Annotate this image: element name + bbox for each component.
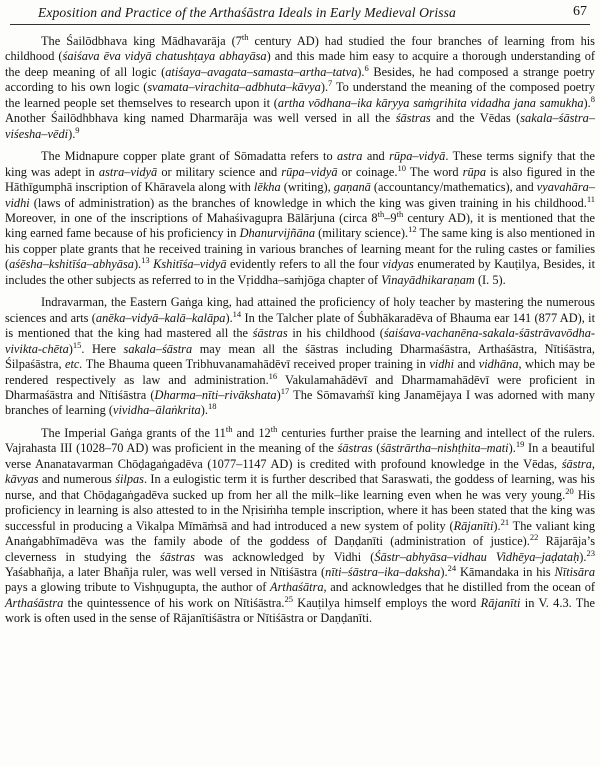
footnote-mark: 25 [284, 593, 293, 604]
footnote-mark: 13 [141, 255, 150, 266]
footnote-mark: 17 [280, 385, 290, 396]
text-run: (writing), [280, 180, 334, 195]
footnote-mark: 12 [408, 224, 417, 235]
italic-term: śāstrārtha–nishṭhita–mati [380, 441, 509, 456]
text-run: (I. 5). [474, 272, 506, 287]
text-run: , which may be rendered respectively as law and administration. [5, 357, 595, 387]
italic-term: aśēsha–kshitīśa–abhyāsa [9, 257, 134, 272]
footnote-mark: 14 [232, 308, 242, 319]
footnote-mark: 16 [268, 370, 278, 381]
text-run: Vakulamahādēvī and Dharmamahādēvī were proficient in Dharmaśāstra and Nītiśāstra ( [5, 372, 595, 402]
footnote-mark: 11 [586, 193, 595, 204]
text-run: century AD), it is mentioned that the king earned fame because of his proficiency in [5, 210, 595, 241]
text-run: ). [508, 441, 516, 456]
footnote-mark: 23 [586, 547, 595, 558]
footnote-mark: th [396, 208, 404, 219]
footnote-mark: 10 [397, 162, 406, 173]
text-run: Indravarman, the Eastern Gaṅga king, had attained the proficiency of holy teacher by mastering the numerous sciences and arts ( [5, 295, 595, 325]
text-run: To understand the meaning of the composed poetry the learned people set themselves to research upon it ( [5, 80, 595, 110]
italic-term: Rājanīti [453, 518, 494, 533]
text-run: ( [372, 441, 381, 456]
text-run: Moreover, in one of the inscriptions of Mahaśivagupra Bālārjuna (circa 8 [5, 210, 378, 225]
text-run: and numerous [38, 472, 116, 487]
text-run: or coinage. [337, 164, 398, 179]
text-run: ) [68, 341, 73, 356]
italic-term: anēka–vidyā–kalā–kalāpa [95, 310, 226, 325]
text-run: in his childhood ( [287, 326, 384, 341]
text-run: Rājarāja’s cleverness in studying the [5, 534, 596, 564]
text-run: ). [133, 257, 142, 272]
text-run: and the Vēdas ( [430, 111, 521, 126]
italic-term: rūpa–vidyā [389, 149, 446, 164]
text-run: ). [357, 64, 365, 79]
italic-term: astra [337, 149, 363, 164]
text-run: –9 [384, 210, 397, 225]
italic-term: śāstra, kāvyas [5, 456, 595, 487]
text-run: and 12 [232, 425, 271, 440]
footnote-mark: 8 [590, 93, 595, 104]
text-run: Another Śailōdhbhava king named Dharmarāja was well versed in all the [5, 111, 396, 126]
italic-term: śaiśava ēva vidyā chatushṭaya abhayāsa [62, 49, 267, 64]
footnote-mark: 22 [529, 532, 539, 543]
footnote-mark: 21 [500, 516, 510, 527]
footnote-mark: 19 [515, 439, 525, 450]
text-run: Kauṭilya himself employs the word [292, 595, 481, 610]
text-run: The Midnapure copper plate grant of Sōmadatta refers to [41, 149, 338, 164]
text-run: The Śailōdbhava king Mādhavarāja (7 [41, 34, 242, 48]
footnote-mark: 9 [75, 124, 80, 135]
text-run: His proficiency in learning is also attested to in the Nṛisiṁha temple inscription, where it has been stated that the king was successful in producing a Vikalpa Mīmāṁsā and had introduced a new system of polity ( [5, 487, 595, 533]
footnote-mark: 6 [364, 62, 369, 73]
italic-term: vyavahāra–vidhi [5, 180, 596, 210]
text-run: in V. 4.3. The work is often used in the sense of Rājanītiśāstra or Nītiśāstra or Daṇḍanīti. [5, 595, 595, 626]
text-run: or military science and [157, 164, 282, 179]
text-run: The same king is also mentioned in his copper plate grants that he received training in various branches of learning meant for the ruling castes or families ( [5, 226, 596, 272]
text-run: ) and this made him easy to acquire a thorough understanding of the deep meaning of all logic ( [5, 49, 595, 79]
italic-term: Dharma–nīti–rivākshata [154, 387, 277, 402]
italic-term: etc. [65, 357, 83, 372]
italic-term: rūpa–vidyā [281, 164, 338, 179]
running-head: Exposition and Practice of the Arthaśāstra Ideals in Early Medieval Orissa [38, 5, 456, 20]
page-number: 67 [573, 4, 587, 19]
footnote-mark: th [241, 32, 249, 42]
italic-term: astra–vidyā [98, 164, 158, 179]
italic-term: lēkha [253, 180, 281, 195]
italic-term: vidhāna [478, 357, 519, 372]
paragraph-3 [5, 295, 595, 419]
text-run: (military science). [315, 226, 409, 241]
text-run: ). [579, 549, 587, 564]
italic-term: artha vōdhana–ika kāryya saṁgrihita vidadha jana samukha [277, 95, 584, 110]
italic-term: nīti–śāstra–ika–daksha [325, 564, 441, 579]
italic-term: sakala–śāstra [123, 341, 193, 356]
italic-term: śāstras [252, 326, 288, 341]
italic-term: vidhi [429, 357, 454, 372]
text-run: ) [276, 387, 281, 402]
text-run: . Here [81, 341, 124, 356]
text-run: The Sōmavaṁśī king Janamējaya I was adorned with many branches of learning ( [5, 387, 596, 418]
text-run: ). [320, 80, 329, 95]
text-run: ). [225, 310, 233, 325]
footnote-mark: th [377, 208, 385, 219]
italic-term: sakala–śāstra–viśesha–vēdi [5, 111, 596, 141]
text-run: and [454, 357, 479, 372]
text-run: ). [493, 518, 501, 533]
text-run: Kāmandaka in his [456, 564, 555, 579]
italic-term: śilpas [115, 472, 144, 487]
footnote-mark: 15 [72, 339, 82, 350]
italic-term: Arthaśāstra [5, 595, 64, 610]
footnote-mark: th [225, 423, 233, 434]
italic-term: Nītisāra [554, 564, 596, 579]
italic-term: rūpa [462, 164, 486, 179]
text-run: . These terms signify that the king was adept in [5, 149, 595, 179]
text-run: and [362, 149, 390, 164]
footnote-mark: 20 [565, 485, 574, 496]
page-header [10, 2, 590, 25]
italic-term: Śāstr–abhyāsa–vidhau Vidhēya–jaḍataḥ [374, 549, 580, 564]
italic-term: vividha–ālaṅkrita [112, 403, 201, 418]
text-run: . In a eulogistic term it is further described that Saraswati, the goddess of learning, was his nurse, and that Chōḍagaṅgadēva sucked up from her all the milk–like learning even when he was very young. [5, 472, 595, 502]
paragraph-4 [5, 423, 596, 627]
italic-term: śāstras [337, 441, 373, 456]
text-run: ). [440, 564, 448, 579]
text-run: enumerated by Kauṭilya, Besides, it includes the other subjects as referred to in the Vṛiddha–saṁjōga chapter of [5, 257, 595, 287]
text-run: (laws of administration) as the branches of knowledge in which the king was given training in his childhood. [29, 195, 587, 210]
italic-term: Dhanurvijñāna [239, 226, 315, 241]
italic-term: atiśaya–avagata–samasta–artha–tatva [165, 64, 358, 79]
text-run: evidently refers to all the four [226, 257, 383, 272]
text-run: may mean all the śāstras including Dharmaśāstra, Arthaśāstra, Nītiśāstra, Śilpaśāstra, [5, 341, 595, 372]
text-run: Besides, he had composed a strange poetry according to his own logic ( [5, 64, 595, 95]
italic-term: Arthaśātra, [270, 580, 327, 595]
text-run: century AD) had studied the four branches of learning from his childhood ( [5, 34, 595, 64]
text-run: ). [68, 126, 76, 141]
text-run: The Imperial Gaṅga grants of the 11 [41, 425, 226, 440]
text-run: ). [200, 403, 208, 418]
italic-term: śāstras [159, 549, 195, 564]
footnote-mark: 18 [207, 401, 217, 412]
paragraph-1 [5, 34, 595, 142]
text-run: the quintessence of his work on Nītiśāstra. [63, 595, 285, 610]
text-run: The word [406, 164, 463, 179]
text-run: was acknowledged by Vidhi ( [194, 549, 375, 564]
text-run: (accountancy/mathematics), and [370, 180, 537, 195]
italic-term: gaṇanā [333, 180, 371, 195]
text-run: In the Talcher plate of Śubhākaradēva of Bhauma ear 141 (877 AD), it is mentioned that the king had mastered all the [5, 310, 595, 341]
text-run: pays a glowing tribute to Vishṇugupta, the author of [5, 580, 271, 595]
text-run: centuries further praise the learning and intellect of the rulers. Vajrahasta III (1028–70 AD) was proficient in the meaning of the [5, 425, 595, 456]
body-text [5, 34, 595, 634]
text-run: The valiant king Anaṅgabhīmadēva was the family abode of the goddess of Daṇḍanīti (administration of justice). [5, 518, 595, 549]
italic-term: svamata–virachita–adbhuta–kāvya [147, 80, 321, 95]
text-run: The Bhauma queen Tribhuvanamahādēvī received proper training in [82, 357, 430, 372]
paragraph-2 [5, 149, 595, 288]
footnote-mark: 24 [447, 562, 457, 573]
text-run: and acknowledges that he distilled from the ocean of [326, 580, 595, 595]
text-run: is also figured in the Hāthīgumphā inscription of Khāravela along with [5, 164, 595, 195]
italic-term: Vinayādhikaraṇam [381, 272, 475, 287]
text-run: Yaśabhañja, a later Bhañja ruler, was well versed in Nītiśāstra ( [5, 564, 326, 579]
italic-term: śāstras [395, 111, 431, 126]
italic-term: Kshitīśa–vidyā [153, 257, 227, 272]
footnote-mark: th [270, 423, 278, 434]
text-run: ). [583, 95, 591, 110]
italic-term: vidyas [382, 257, 414, 272]
italic-term: Rājanīti [480, 595, 521, 610]
footnote-mark: 7 [328, 78, 333, 89]
text-run: In a beautiful verse Ananatavarman Chōḍagaṅgadēva (1077–1147 AD) is credited with profound knowledge in the Vēdas, [5, 441, 595, 471]
italic-term: śaiśava-vachanēna-sakala-śāstrāvavōdha-vivikta-chēta [5, 326, 595, 356]
